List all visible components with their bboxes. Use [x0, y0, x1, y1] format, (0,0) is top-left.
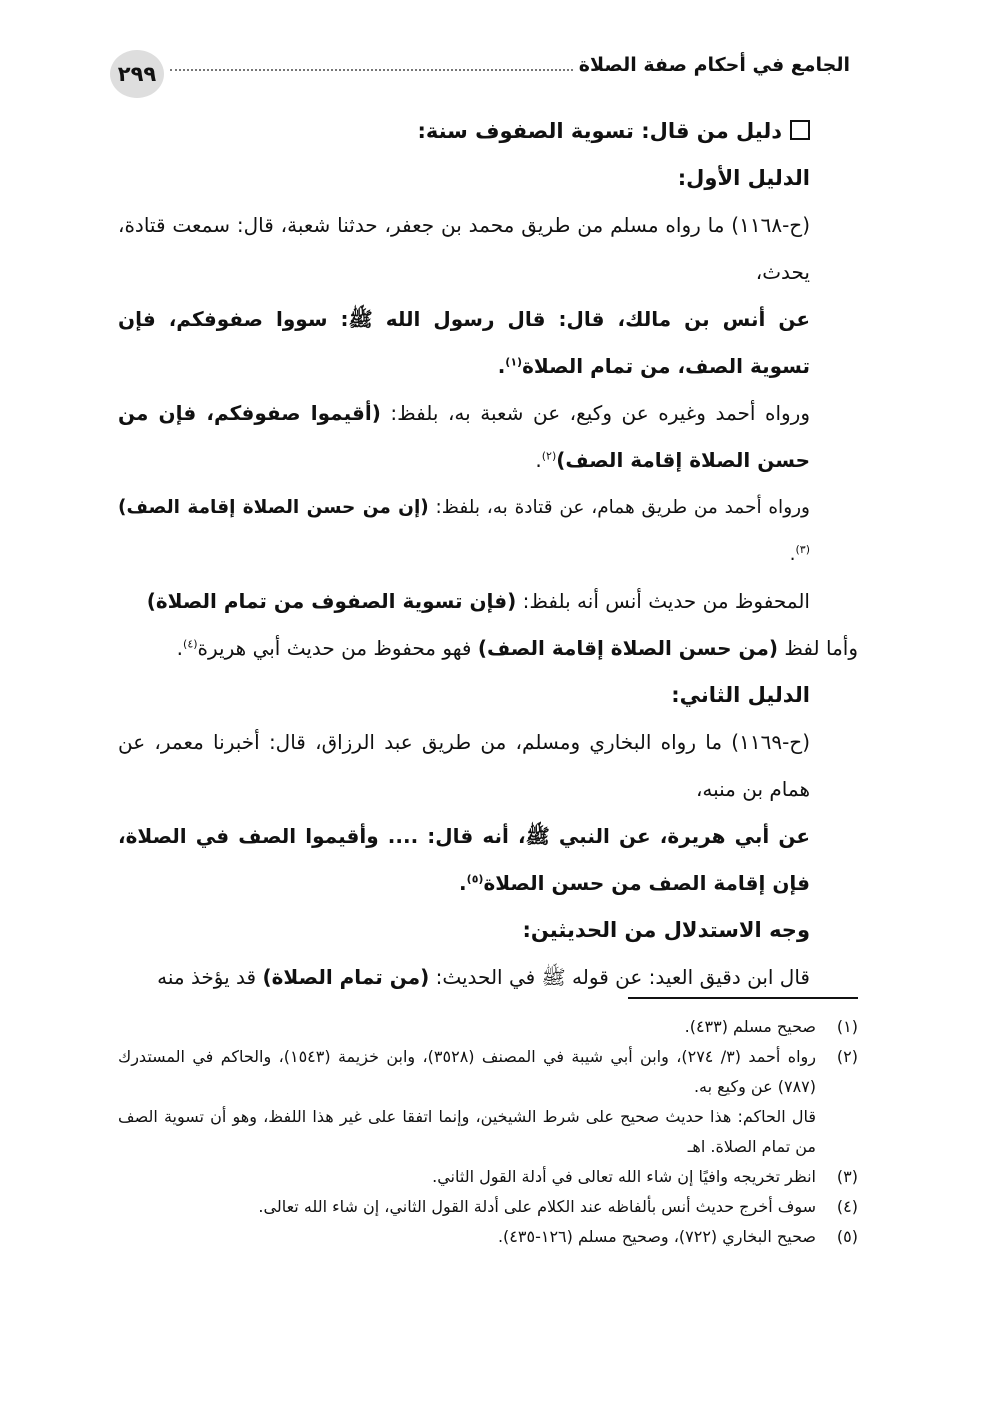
- footnotes: [118, 1012, 858, 1252]
- hadith-1168-intro: (ح-١١٦٨) ما رواه مسلم من طريق محمد بن جعفر، حدثنا شعبة، قال: سمعت قتادة، يحدث،: [118, 213, 810, 284]
- running-title: الجامع في أحكام صفة الصلاة: [578, 54, 850, 76]
- hadith-1169-intro: (ح-١١٦٩) ما رواه البخاري ومسلم، من طريق عبد الرزاق، قال: أخبرنا معمر، عن همام بن منبه،: [118, 730, 810, 801]
- amma-text: وأما لفظ (من حسن الصلاة إقامة الصف) فهو محفوظ من حديث أبي هريرة$^{(٤)}$.: [176, 636, 858, 660]
- footnote-ref: (٢): [541, 449, 557, 463]
- square-bullet-icon: [790, 120, 810, 140]
- footnote: (١) صحيح مسلم (٤٣٣).: [684, 1017, 858, 1036]
- ahmad-narration-1: ورواه أحمد وغيره عن وكيع، عن شعبة به، بلفظ: (أقيموا صفوفكم، فإن من حسن الصلاة إقامة الصف)$^{(٢)}$.: [118, 401, 810, 472]
- page-number: ٢٩٩: [110, 50, 164, 98]
- main-text: [118, 108, 858, 1001]
- footnote: (٤) سوف أخرج حديث أنس بألفاظه عند الكلام على أدلة القول الثاني، إن شاء الله تعالى.: [258, 1197, 858, 1216]
- footnote: (٥) صحيح البخاري (٧٢٢)، وصحيح مسلم (١٢٦-٤٣٥).: [497, 1227, 858, 1246]
- footnote-divider: [628, 997, 858, 999]
- mahfuz-text: المحفوظ من حديث أنس أنه بلفظ: (فإن تسوية الصفوف من تمام الصلاة): [146, 589, 810, 613]
- evidence-1-title: الدليل الأول:: [677, 166, 810, 190]
- footnote-ref: (٥): [466, 872, 484, 886]
- evidence-2-title: الدليل الثاني:: [671, 683, 810, 707]
- ibn-daqiq-text: قال ابن دقيق العيد: عن قوله ﷺ في الحديث: (من تمام الصلاة) قد يؤخذ منه: [157, 965, 810, 989]
- footnote-continuation: قال الحاكم: هذا حديث صحيح على شرط الشيخين، وإنما اتفقا على غير هذا اللفظ، وهو أن تسوية الصف من تمام الصلاة. اهـ: [118, 1107, 816, 1156]
- hadith-1168-text: عن أنس بن مالك، قال: قال رسول الله ﷺ: سووا صفوفكم، فإن تسوية الصف، من تمام الصلاة$^{(١)}$.: [118, 307, 810, 378]
- hadith-1169-text: عن أبي هريرة، عن النبي ﷺ، أنه قال: .... وأقيموا الصف في الصلاة، فإن إقامة الصف من حسن الصلاة$^{(٥)}$.: [118, 824, 810, 895]
- footnote-ref: (١): [505, 355, 523, 369]
- page-header: [110, 50, 850, 100]
- running-header: [170, 54, 850, 76]
- section-title: دليل من قال: تسوية الصفوف سنة:: [118, 108, 858, 155]
- footnote-ref: (٣): [795, 542, 810, 556]
- ahmad-narration-2: ورواه أحمد من طريق همام، عن قتادة به، بلفظ: (إن من حسن الصلاة إقامة الصف)$^{(٣)}$.: [118, 497, 810, 565]
- footnote: (٢) رواه أحمد (٣/ ٢٧٤)، وابن أبي شيبة في المصنف (٣٥٢٨)، وابن خزيمة (١٥٤٣)، والحاكم في المستدرك (٧٨٧) عن وكيع به.: [118, 1047, 858, 1096]
- wajh-title: وجه الاستدلال من الحديثين:: [522, 918, 810, 942]
- dotted-leader: [170, 69, 573, 71]
- footnote: (٣) انظر تخريجه وافيًا إن شاء الله تعالى في أدلة القول الثاني.: [432, 1167, 858, 1186]
- footnote-ref: (٤): [183, 637, 198, 651]
